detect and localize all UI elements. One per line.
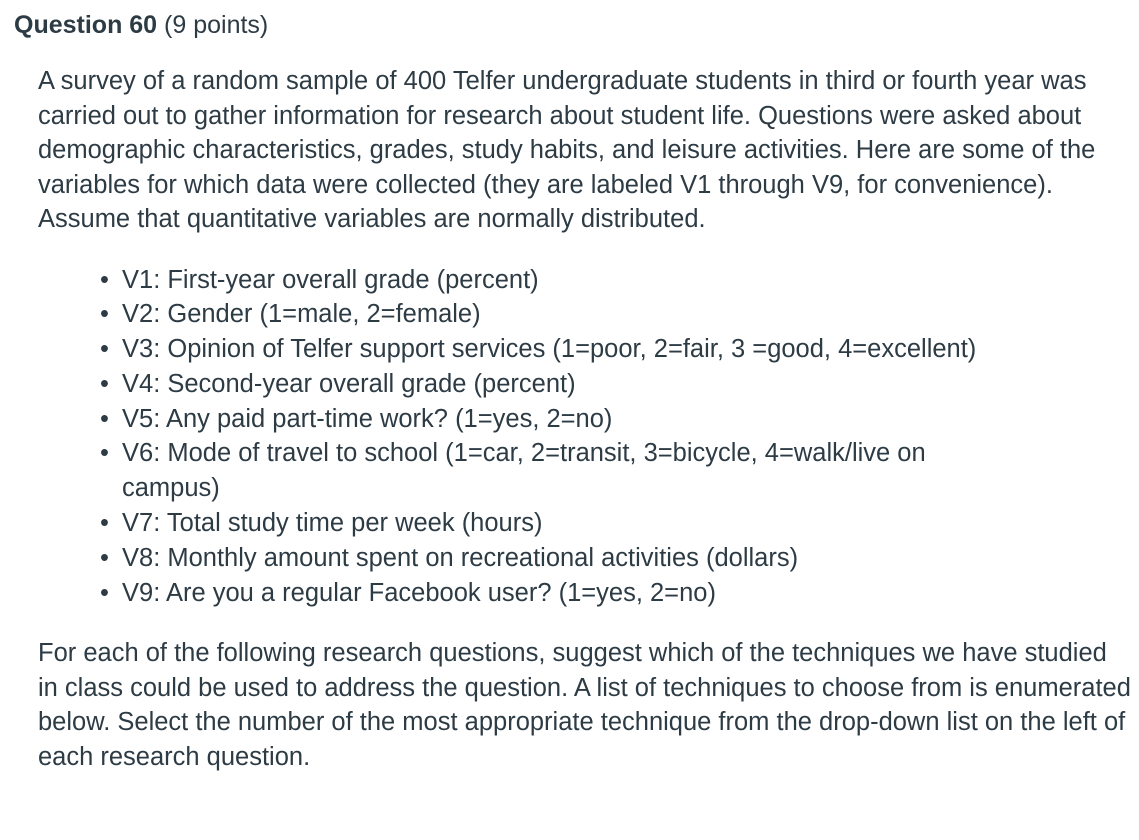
question-title: Question 60 xyxy=(14,11,158,39)
variable-item-v6: • V6: Mode of travel to school (1=car, 2=transit, 3=bicycle, 4=walk/live on campus) xyxy=(100,436,1012,506)
variable-item-v9: • V9: Are you a regular Facebook user? (1=yes, 2=no) xyxy=(100,576,1133,611)
question-points: (9 points) xyxy=(164,11,269,39)
instructions-paragraph: For each of the following research questions, suggest which of the techniques we have studied in class could be used to address the question. A list of techniques to choose from is enumerated below. Select the number of the most appropriate technique from the drop-down list on the left of each research question. xyxy=(38,639,1131,771)
variable-item-v2: • V2: Gender (1=male, 2=female) xyxy=(100,297,1133,332)
variable-item-v1: • V1: First-year overall grade (percent) xyxy=(100,263,1133,298)
variable-list xyxy=(38,263,1133,611)
intro-paragraph: A survey of a random sample of 400 Telfer undergraduate students in third or fourth year was carried out to gather information for research about student life. Questions were asked about demographic characteristics, grades, study habits, and leisure activities. Here are some of the variables for which data were collected (they are labeled V1 through V9, for convenience). Assume that quantitative variables are normally distributed. xyxy=(38,67,1096,233)
variable-item-v3: • V3: Opinion of Telfer support services (1=poor, 2=fair, 3 =good, 4=excellent) xyxy=(100,332,1133,367)
variable-item-v4: • V4: Second-year overall grade (percent) xyxy=(100,367,1133,402)
variable-item-v7: • V7: Total study time per week (hours) xyxy=(100,506,1133,541)
question-body xyxy=(38,64,1133,774)
question-header xyxy=(14,8,268,42)
variable-item-v5: • V5: Any paid part-time work? (1=yes, 2=no) xyxy=(100,402,1133,437)
variable-item-v8: • V8: Monthly amount spent on recreational activities (dollars) xyxy=(100,541,1133,576)
